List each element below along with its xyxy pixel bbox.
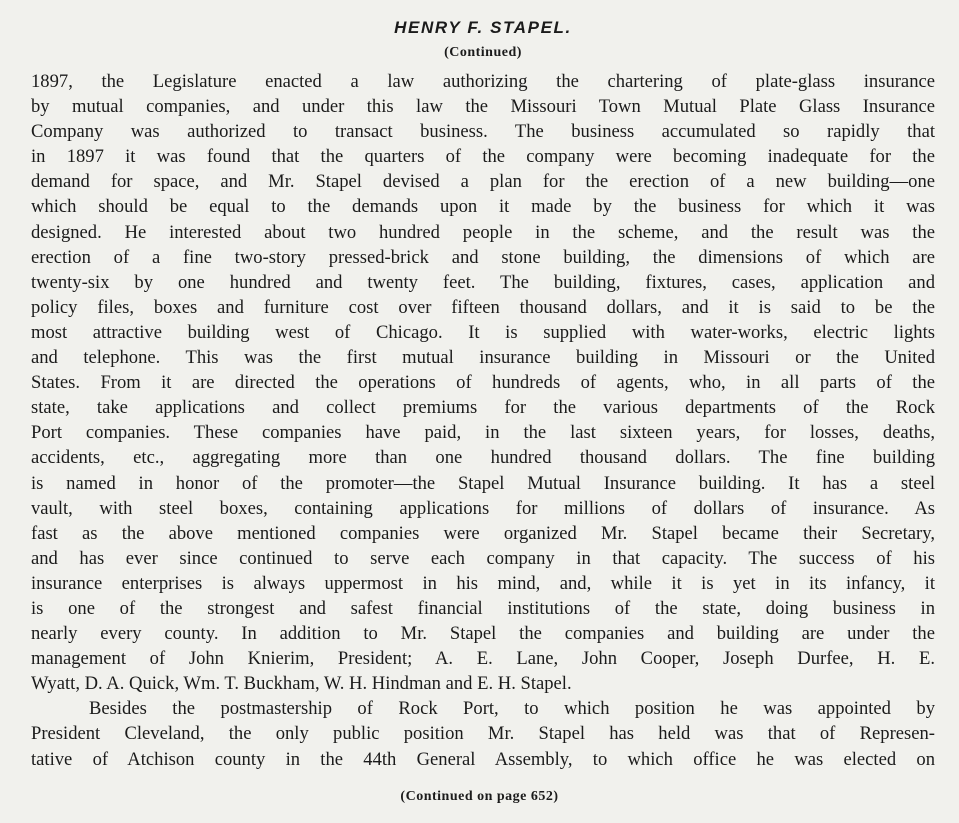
text-line: Besides the postmastership of Rock Port, to which position he was appointed by <box>89 698 935 720</box>
text-line: vault, with steel boxes, containing applications for millions of dollars of insurance. As <box>31 497 935 519</box>
text-line: insurance enterprises is always uppermost in his mind, and, while it is yet in its infancy, it <box>31 572 935 594</box>
text-line: and has ever since continued to serve each company in that capacity. The success of his <box>31 547 935 569</box>
text-line: and telephone. This was the first mutual insurance building in Missouri or the United <box>31 347 935 369</box>
text-line: is one of the strongest and safest financial institutions of the state, doing business in <box>31 597 935 619</box>
continued-on-page-note: (Continued on page 652) <box>400 789 559 804</box>
paragraph <box>31 69 935 696</box>
text-line: President Cleveland, the only public position Mr. Stapel has held was that of Represen- <box>31 723 935 745</box>
text-line: most attractive building west of Chicago. It is supplied with water-works, electric lights <box>31 321 935 343</box>
text-line: nearly every county. In addition to Mr. Stapel the companies and building are under the <box>31 623 935 645</box>
article-body <box>31 69 935 772</box>
text-line: management of John Knierim, President; A. E. Lane, John Cooper, Joseph Durfee, H. E. <box>31 648 935 670</box>
text-line: Company was authorized to transact business. The business accumulated so rapidly that <box>31 121 935 143</box>
text-line: in 1897 it was found that the quarters of the company were becoming inadequate for the <box>31 146 935 168</box>
continued-label: (Continued) <box>444 45 522 60</box>
text-line: Port companies. These companies have paid, in the last sixteen years, for losses, deaths, <box>31 422 935 444</box>
text-line: state, take applications and collect premiums for the various departments of the Rock <box>31 397 935 419</box>
paragraph <box>31 696 935 771</box>
text-line: States. From it are directed the operations of hundreds of agents, who, in all parts of the <box>31 372 935 394</box>
text-line: Wyatt, D. A. Quick, Wm. T. Buckham, W. H. Hindman and E. H. Stapel. <box>31 673 572 695</box>
text-line: by mutual companies, and under this law the Missouri Town Mutual Plate Glass Insurance <box>31 96 935 118</box>
text-line: twenty-six by one hundred and twenty feet. The building, fixtures, cases, application and <box>31 271 935 293</box>
text-line: which should be equal to the demands upon it made by the business for which it was <box>31 196 935 218</box>
text-line: 1897, the Legislature enacted a law authorizing the chartering of plate-glass insurance <box>31 71 935 92</box>
text-line: demand for space, and Mr. Stapel devised a plan for the erection of a new building—one <box>31 171 935 193</box>
text-line: tative of Atchison county in the 44th General Assembly, to which office he was elected on <box>31 748 935 770</box>
text-line: is named in honor of the promoter—the Stapel Mutual Insurance building. It has a steel <box>31 472 935 494</box>
text-line: fast as the above mentioned companies were organized Mr. Stapel became their Secretary, <box>31 522 935 544</box>
page-title: HENRY F. STAPEL. <box>394 18 572 37</box>
text-line: policy files, boxes and furniture cost over fifteen thousand dollars, and it is said to be the <box>31 296 935 318</box>
text-line: accidents, etc., aggregating more than one hundred thousand dollars. The fine building <box>31 447 935 469</box>
text-line: designed. He interested about two hundred people in the scheme, and the result was the <box>31 221 935 243</box>
text-line: erection of a fine two-story pressed-brick and stone building, the dimensions of which are <box>31 246 935 268</box>
